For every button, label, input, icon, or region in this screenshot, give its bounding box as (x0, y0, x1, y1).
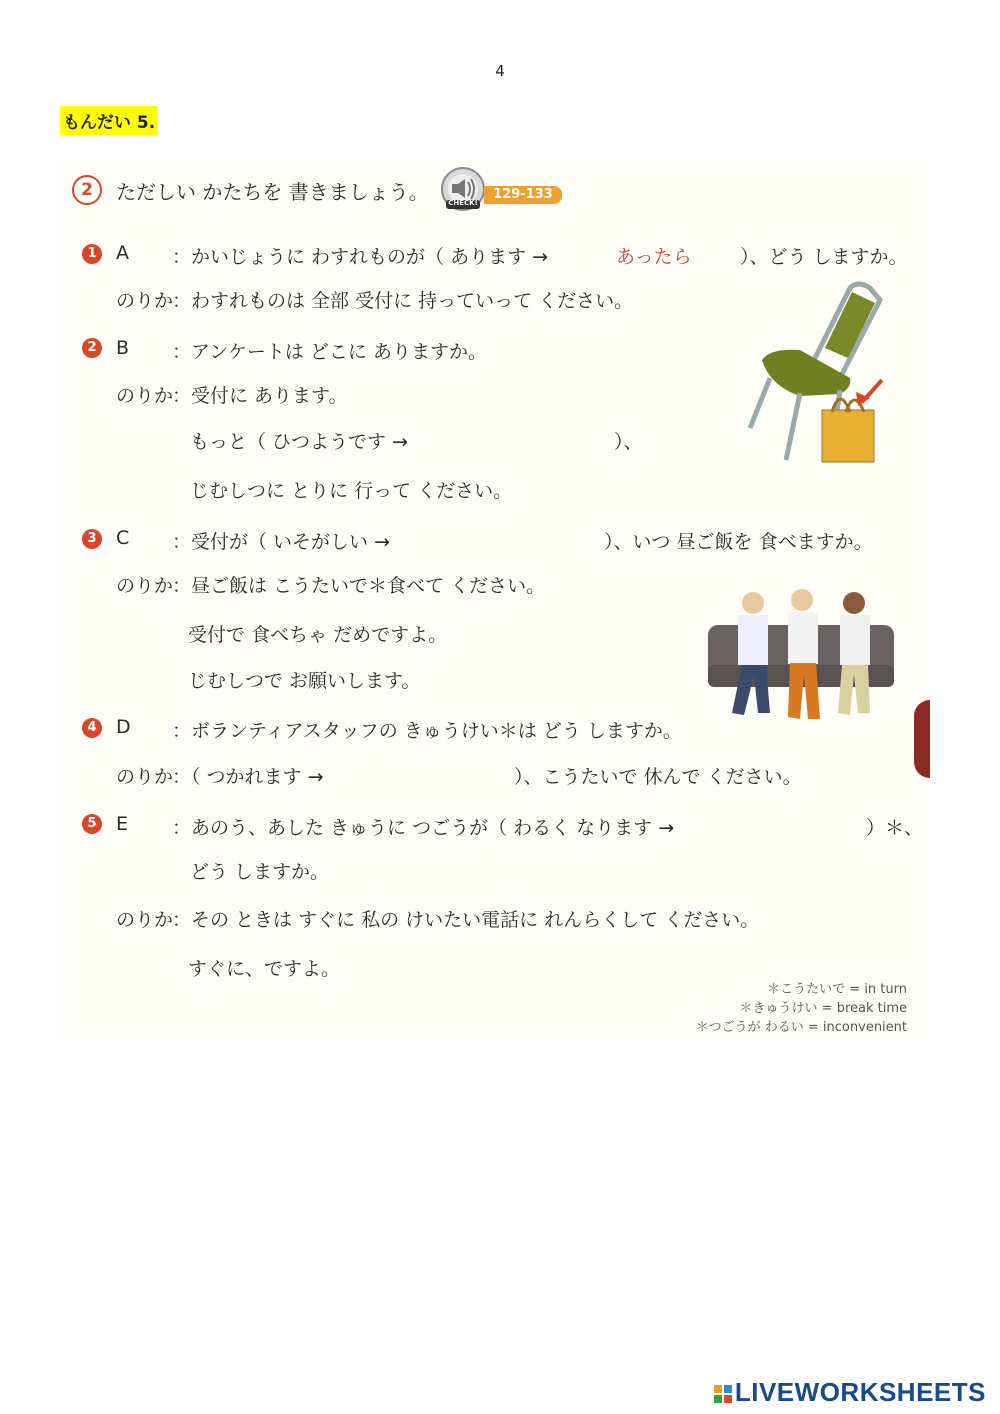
footnote: ＊こうたいで = in turn (767, 982, 907, 997)
check-label: CHECK! (448, 199, 478, 207)
question-text: ：あのう、あした きゅうに つごうが（ わるく なります → (172, 817, 675, 839)
dialogue-text: 受付で 食べちゃ だめですよ。 (188, 624, 448, 646)
footnote: ＊つごうが わるい = inconvenient (695, 1020, 907, 1035)
dialogue-text: ）、こうたいで 休んで ください。 (514, 766, 802, 788)
question-number: 1 (82, 244, 102, 264)
speaker-label: E (116, 813, 129, 835)
answer-blank[interactable] (430, 428, 610, 454)
footnote: ＊きゅうけい = break time (739, 1001, 907, 1016)
dialogue-text: ：（ つかれます → (172, 766, 324, 788)
question-text: ）、いつ 昼ご飯を 食べますか。 (604, 531, 873, 553)
speaker-label: のりか (116, 290, 174, 312)
audio-track-badge: 129-133 (484, 186, 562, 204)
dialogue-text: ：受付に あります。 (172, 385, 348, 407)
dialogue-text: ：わすれものは 全部 受付に 持っていって ください。 (172, 290, 634, 312)
answer-blank[interactable] (420, 528, 600, 554)
speaker-label: のりか (116, 766, 174, 788)
dialogue-text: ：昼ご飯は こうたいで＊食べて ください。 (172, 575, 546, 597)
page-tab-decoration (914, 700, 930, 778)
question-number: 5 (82, 814, 102, 834)
question-number: 3 (82, 529, 102, 549)
question-number: 2 (82, 338, 102, 358)
speaker-label: B (116, 337, 130, 359)
liveworksheets-mark-icon (714, 1385, 732, 1403)
page-number: 4 (495, 62, 505, 80)
answer-blank[interactable] (342, 763, 510, 789)
speaker-label: のりか (116, 385, 174, 407)
chair-with-bag-illustration (740, 278, 890, 468)
question-number: 4 (82, 718, 102, 738)
section-number: 2 (72, 175, 102, 205)
question-text: ：アンケートは どこに ありますか。 (172, 341, 487, 363)
question-text: ）、どう しますか。 (740, 246, 908, 268)
question-text: ）＊、 (866, 817, 924, 839)
liveworksheets-logo (714, 1377, 986, 1408)
section-instruction: ただしい かたちを 書きましょう。 (116, 180, 429, 204)
speaker-label: のりか (116, 575, 174, 597)
answer-example: あったら (616, 246, 692, 268)
people-on-bench-illustration (708, 585, 898, 725)
speaker-label: のりか (116, 909, 174, 931)
question-text: ：ボランティアスタッフの きゅうけい＊は どう しますか。 (172, 720, 682, 742)
question-text: どう しますか。 (190, 861, 330, 883)
brand-name: LIVEWORKSHEETS (734, 1377, 986, 1407)
audio-check-icon[interactable] (438, 167, 488, 211)
dialogue-text: ：その ときは すぐに 私の けいたい電話に れんらくして ください。 (172, 909, 760, 931)
speaker-label: A (116, 242, 129, 264)
speaker-label: D (116, 716, 131, 738)
dialogue-text: ）、 (614, 431, 643, 453)
dialogue-text: すぐに、ですよ。 (188, 958, 341, 980)
dialogue-text: じむしつで お願いします。 (188, 670, 421, 692)
question-text: ：受付が（ いそがしい → (172, 531, 390, 553)
dialogue-text: もっと（ ひつようです → (190, 431, 408, 453)
answer-blank[interactable] (694, 814, 862, 840)
mondai-label: もんだい 5. (60, 106, 158, 135)
question-text: ：かいじょうに わすれものが（ あります → (172, 246, 549, 268)
speaker-label: C (116, 527, 130, 549)
dialogue-text: じむしつに とりに 行って ください。 (190, 480, 513, 502)
